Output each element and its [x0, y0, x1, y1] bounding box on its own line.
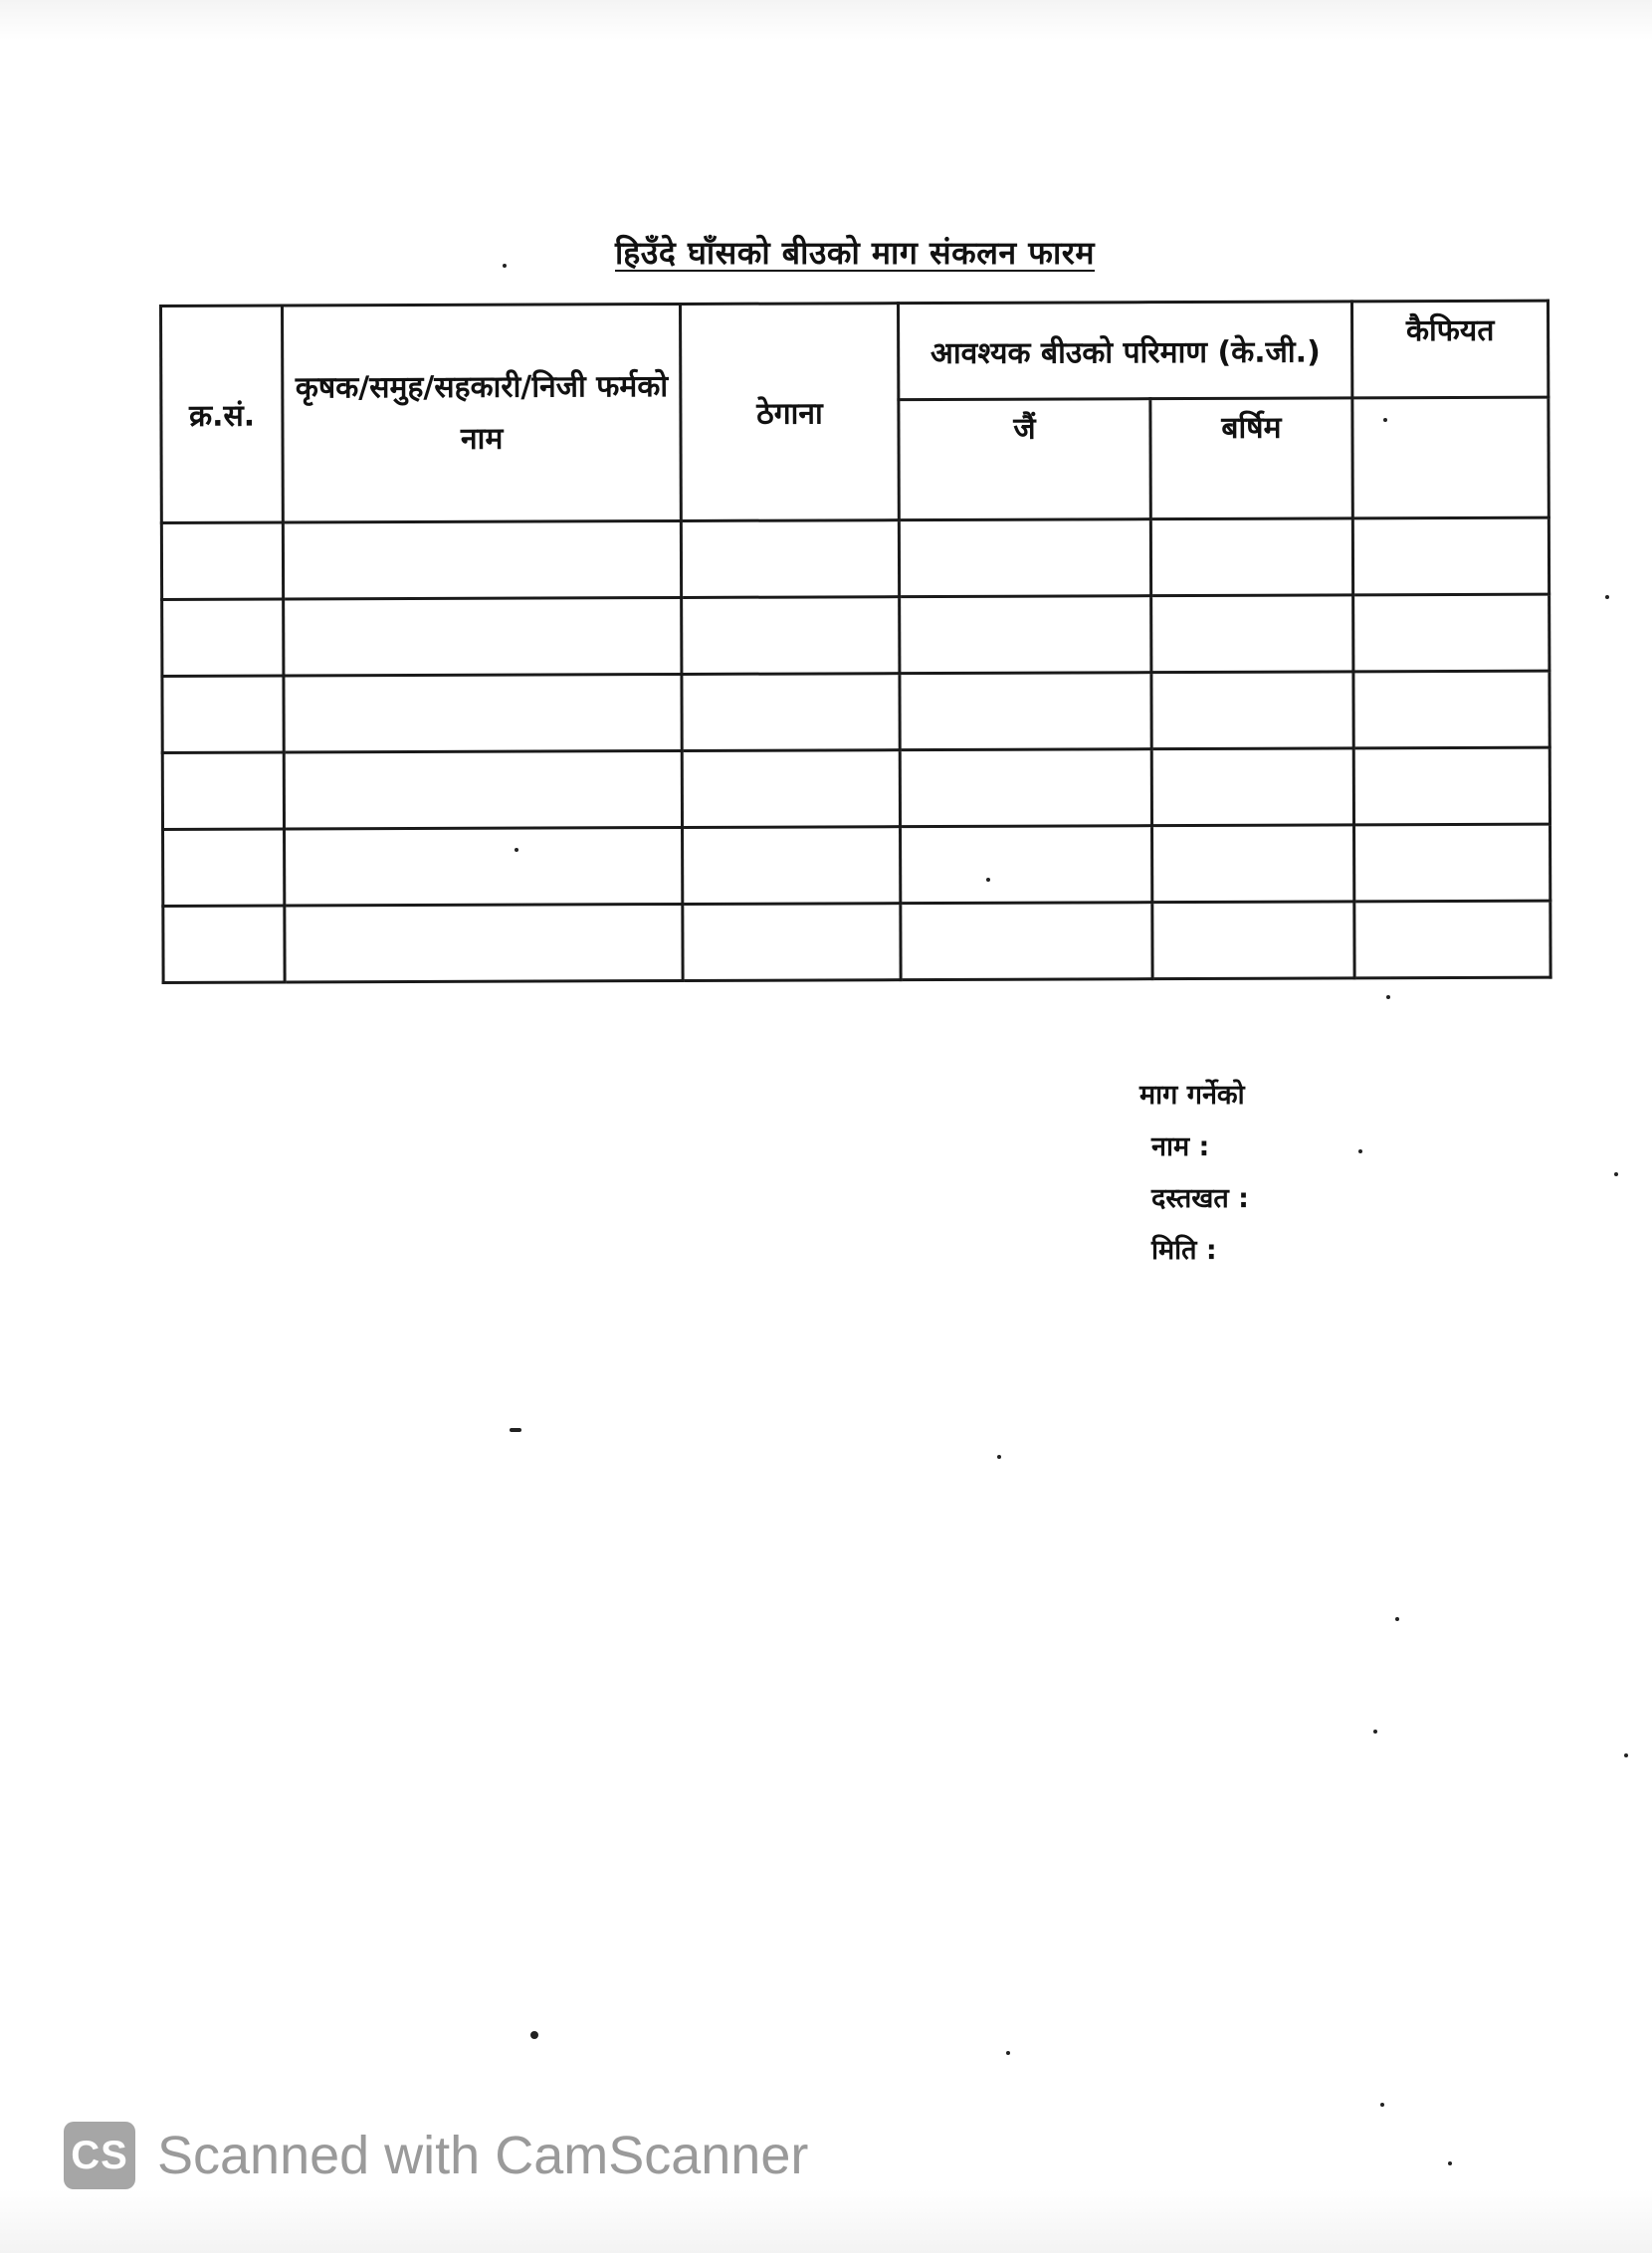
scan-speck [1395, 1617, 1399, 1621]
table-row [163, 901, 1550, 982]
table-cell [1152, 902, 1355, 979]
header-quantity-group: आवश्यक बीउको परिमाण (के.जी.) [899, 302, 1352, 400]
table-cell [901, 903, 1152, 980]
camscanner-logo-icon: CS [64, 2122, 135, 2189]
table-cell [900, 673, 1151, 750]
table-cell [682, 674, 901, 751]
table-row [162, 594, 1549, 676]
table-row [161, 517, 1549, 599]
requester-label: माग गर्नेको [1139, 1080, 1245, 1111]
table-cell [1150, 518, 1353, 596]
table-cell [1151, 825, 1354, 903]
table-cell [1151, 748, 1354, 826]
table-body [161, 517, 1550, 982]
header-remarks-blank [1352, 397, 1549, 518]
table-cell [1151, 672, 1354, 749]
table-cell [1353, 594, 1549, 672]
date-label: मिति : [1151, 1235, 1217, 1266]
scan-speck [510, 1428, 521, 1432]
table-cell [683, 904, 902, 981]
table-cell [681, 520, 900, 598]
table-row [162, 747, 1549, 829]
scan-speck [1383, 418, 1387, 422]
header-name: कृषक/समुह/सहकारी/निजी फर्मको नाम [283, 304, 681, 522]
camscanner-watermark [64, 2122, 808, 2189]
name-label: नाम : [1151, 1131, 1210, 1162]
table-cell [682, 750, 901, 828]
scan-speck [503, 264, 507, 268]
table-cell [285, 750, 683, 829]
table-cell [901, 826, 1152, 904]
table-cell [285, 827, 683, 906]
scan-speck [986, 878, 990, 882]
table-cell [1150, 595, 1353, 673]
scan-speck [1006, 2051, 1010, 2055]
table-row [163, 824, 1550, 906]
scan-speck [1358, 1149, 1362, 1153]
table-cell [162, 676, 285, 752]
table-cell [682, 827, 901, 905]
header-address: ठेगाना [680, 304, 899, 521]
table-cell [900, 519, 1151, 597]
table-cell [163, 829, 286, 906]
scan-speck [1605, 595, 1609, 599]
table-cell [161, 522, 284, 599]
table-row [162, 671, 1549, 752]
watermark-text: Scanned with CamScanner [157, 2126, 809, 2185]
scan-speck [1624, 1753, 1628, 1757]
table-cell [285, 904, 683, 982]
table-cell [284, 520, 682, 599]
table-cell [284, 597, 682, 676]
seed-demand-table [159, 300, 1552, 984]
header-jai: जैं [899, 399, 1150, 520]
signature-label: दस्तखत : [1151, 1183, 1249, 1214]
scan-speck [997, 1455, 1001, 1459]
scan-speck [1380, 2103, 1384, 2107]
table-cell [682, 597, 901, 675]
scan-speck [1614, 1172, 1618, 1176]
form-title: हिउँदे घाँसको बीउको माग संकलन फारम [615, 234, 1095, 272]
header-barsim: बर्षिम [1150, 398, 1353, 519]
scan-speck [530, 2031, 538, 2039]
scan-speck [1386, 995, 1390, 999]
scan-speck [515, 848, 518, 852]
table-cell [1354, 824, 1550, 902]
table-cell [1353, 671, 1549, 748]
table-cell [1354, 901, 1550, 978]
header-remarks: कैफियत [1352, 301, 1549, 398]
table-cell [284, 674, 682, 752]
table-cell [162, 752, 285, 829]
table-cell [900, 749, 1151, 827]
scan-speck [1373, 1730, 1377, 1734]
table-cell [1353, 747, 1549, 825]
table-cell [162, 599, 285, 676]
header-serial: क्र.सं. [161, 306, 284, 522]
table-cell [900, 596, 1151, 674]
table-cell [163, 906, 286, 982]
scan-speck [1448, 2161, 1452, 2165]
table-cell [1352, 517, 1549, 595]
signature-block [1139, 1070, 1249, 1277]
